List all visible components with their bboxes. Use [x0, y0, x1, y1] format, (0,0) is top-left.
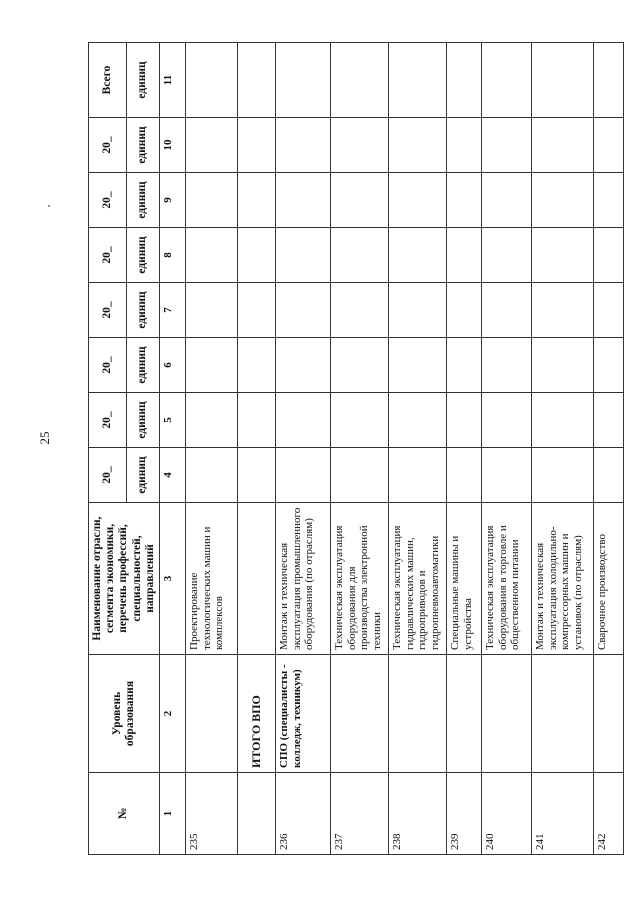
- table-row: [331, 43, 389, 855]
- col-number: 5: [160, 393, 186, 448]
- row-level: [447, 655, 482, 773]
- header-unit: единиц: [126, 338, 159, 393]
- header-unit: единиц: [126, 43, 159, 118]
- header-num: №: [89, 773, 160, 855]
- col-number: 9: [160, 173, 186, 228]
- table-row: [276, 43, 331, 855]
- header-year: 20_: [89, 283, 127, 338]
- col-number: 3: [160, 503, 186, 655]
- table-row: [389, 43, 447, 855]
- row-num: 237: [331, 773, 389, 855]
- row-name: Сварочное производство: [594, 503, 624, 655]
- row-name: [238, 503, 276, 655]
- row-level: [482, 655, 532, 773]
- row-name: Специальные машины и устройства: [447, 503, 482, 655]
- row-level: [594, 655, 624, 773]
- rotated-table-container: [88, 43, 609, 855]
- row-name: Техническая эксплуатация гидравлических машин, гидроприводов и гидропневмоавтоматики: [389, 503, 447, 655]
- header-unit: единиц: [126, 283, 159, 338]
- col-number: 10: [160, 118, 186, 173]
- table-row: [447, 43, 482, 855]
- header-year: 20_: [89, 338, 127, 393]
- header-year: 20_: [89, 228, 127, 283]
- col-number: 8: [160, 228, 186, 283]
- table-row-total: [238, 43, 276, 855]
- table-row: [482, 43, 532, 855]
- header-year: 20_: [89, 393, 127, 448]
- header-total: Всего: [89, 43, 127, 118]
- header-row-years: [89, 43, 127, 855]
- row-num: 242: [594, 773, 624, 855]
- row-level: [331, 655, 389, 773]
- row-level: [389, 655, 447, 773]
- col-number: 1: [160, 773, 186, 855]
- row-name: Монтаж и техническая эксплуатация холодильно-компрессорных машин и установок (по отраслям): [532, 503, 594, 655]
- col-number: 4: [160, 448, 186, 503]
- header-level: Уровень образования: [89, 655, 160, 773]
- row-num: 239: [447, 773, 482, 855]
- row-level: СПО (специалисты - колледж, техникум): [276, 655, 331, 773]
- table-row: [186, 43, 238, 855]
- row-num: 235: [186, 773, 238, 855]
- row-level: [532, 655, 594, 773]
- col-number: 7: [160, 283, 186, 338]
- row-num: 240: [482, 773, 532, 855]
- page-number: 25: [37, 431, 52, 445]
- row-name: Техническая эксплуатация оборудования в торговле и общественном питании: [482, 503, 532, 655]
- row-num: [238, 773, 276, 855]
- header-unit: единиц: [126, 173, 159, 228]
- row-name: Монтаж и техническая эксплуатация промышленного оборудования (по отраслям): [276, 503, 331, 655]
- workforce-table: [88, 42, 624, 855]
- row-num: 236: [276, 773, 331, 855]
- header-unit: единиц: [126, 118, 159, 173]
- row-level: [186, 655, 238, 773]
- col-number: 11: [160, 43, 186, 118]
- table-row: [532, 43, 594, 855]
- header-year: 20_: [89, 118, 127, 173]
- row-num: 241: [532, 773, 594, 855]
- header-unit: единиц: [126, 393, 159, 448]
- speck: [48, 205, 50, 207]
- header-year: 20_: [89, 173, 127, 228]
- row-num: 238: [389, 773, 447, 855]
- header-year: 20_: [89, 448, 127, 503]
- col-number: 6: [160, 338, 186, 393]
- row-name: Проектирование технологических машин и комплексов: [186, 503, 238, 655]
- header-unit: единиц: [126, 448, 159, 503]
- header-unit: единиц: [126, 228, 159, 283]
- row-level: ИТОГО ВПО: [238, 655, 276, 773]
- row-name: Техническая эксплуатация оборудования для производства электронной техники: [331, 503, 389, 655]
- col-number: 2: [160, 655, 186, 773]
- column-number-row: [160, 43, 186, 855]
- table-row: [594, 43, 624, 855]
- header-name: Наименование отрасли, сегмента экономики, перечень профессий, специальностей, направлений: [89, 503, 160, 655]
